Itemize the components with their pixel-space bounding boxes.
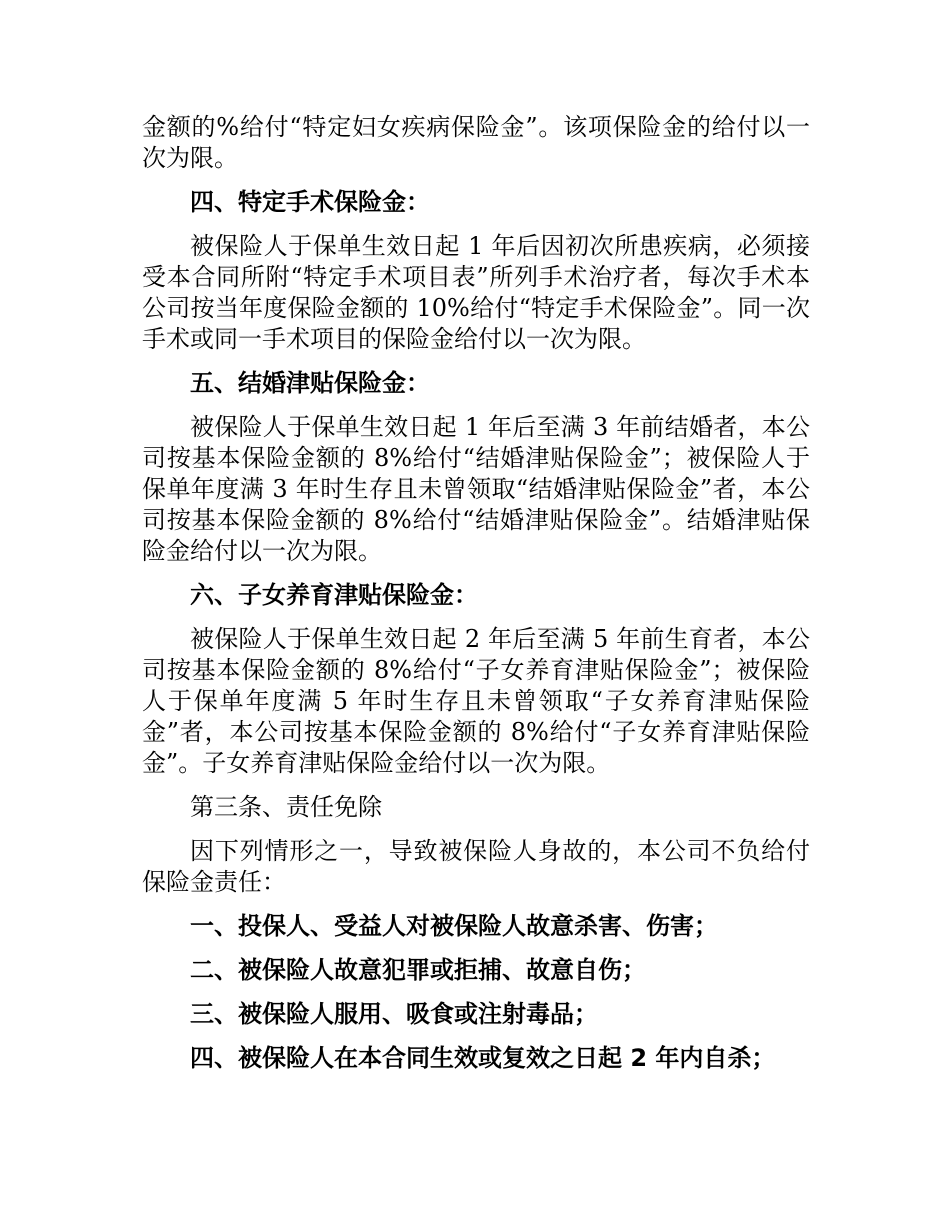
section-5-heading: 五、结婚津贴保险金：	[190, 369, 430, 397]
section-4-body: 被保险人于保单生效日起 1 年后因初次所患疾病，必须接受本合同所附“特定手术项目表”所列手术治疗者，每次手术本公司按当年度保险金额的 10%给付“特定手术保险金”。同一次手术或同一手术项目的保险金给付以一次为限。	[142, 232, 810, 353]
exclusion-item: 一、投保人、受益人对被保险人故意杀害、伤害；	[190, 912, 718, 940]
exclusion-item: 二、被保险人故意犯罪或拒捕、故意自伤；	[190, 956, 646, 984]
article-3-title: 第三条、责任免除	[190, 793, 382, 821]
section-6-heading: 六、子女养育津贴保险金：	[190, 581, 478, 609]
document-page	[142, 112, 810, 1087]
section-4-heading: 四、特定手术保险金：	[190, 188, 430, 216]
exclusion-item: 三、被保险人服用、吸食或注射毒品；	[190, 1000, 598, 1028]
intro-paragraph: 金额的%给付“特定妇女疾病保险金”。该项保险金的给付以一次为限。	[142, 113, 810, 172]
exclusion-item: 四、被保险人在本合同生效或复效之日起 2 年内自杀；	[190, 1044, 776, 1072]
section-6-body: 被保险人于保单生效日起 2 年后至满 5 年前生育者，本公司按基本保险金额的 8%给付“子女养育津贴保险金”；被保险人于保单年度满 5 年时生存且未曾领取“子女养育津贴保险金”者，本公司按基本保险金额的 8%给付“子女养育津贴保险金”。子女养育津贴保险金给付以一次为限。	[142, 625, 810, 777]
article-3-intro: 因下列情形之一，导致被保险人身故的，本公司不负给付保险金责任：	[142, 837, 810, 896]
section-5-body: 被保险人于保单生效日起 1 年后至满 3 年前结婚者，本公司按基本保险金额的 8%给付“结婚津贴保险金”；被保险人于保单年度满 3 年时生存且未曾领取“结婚津贴保险金”者，本公司按基本保险金额的 8%给付“结婚津贴保险金”。结婚津贴保险金给付以一次为限。	[142, 413, 810, 565]
